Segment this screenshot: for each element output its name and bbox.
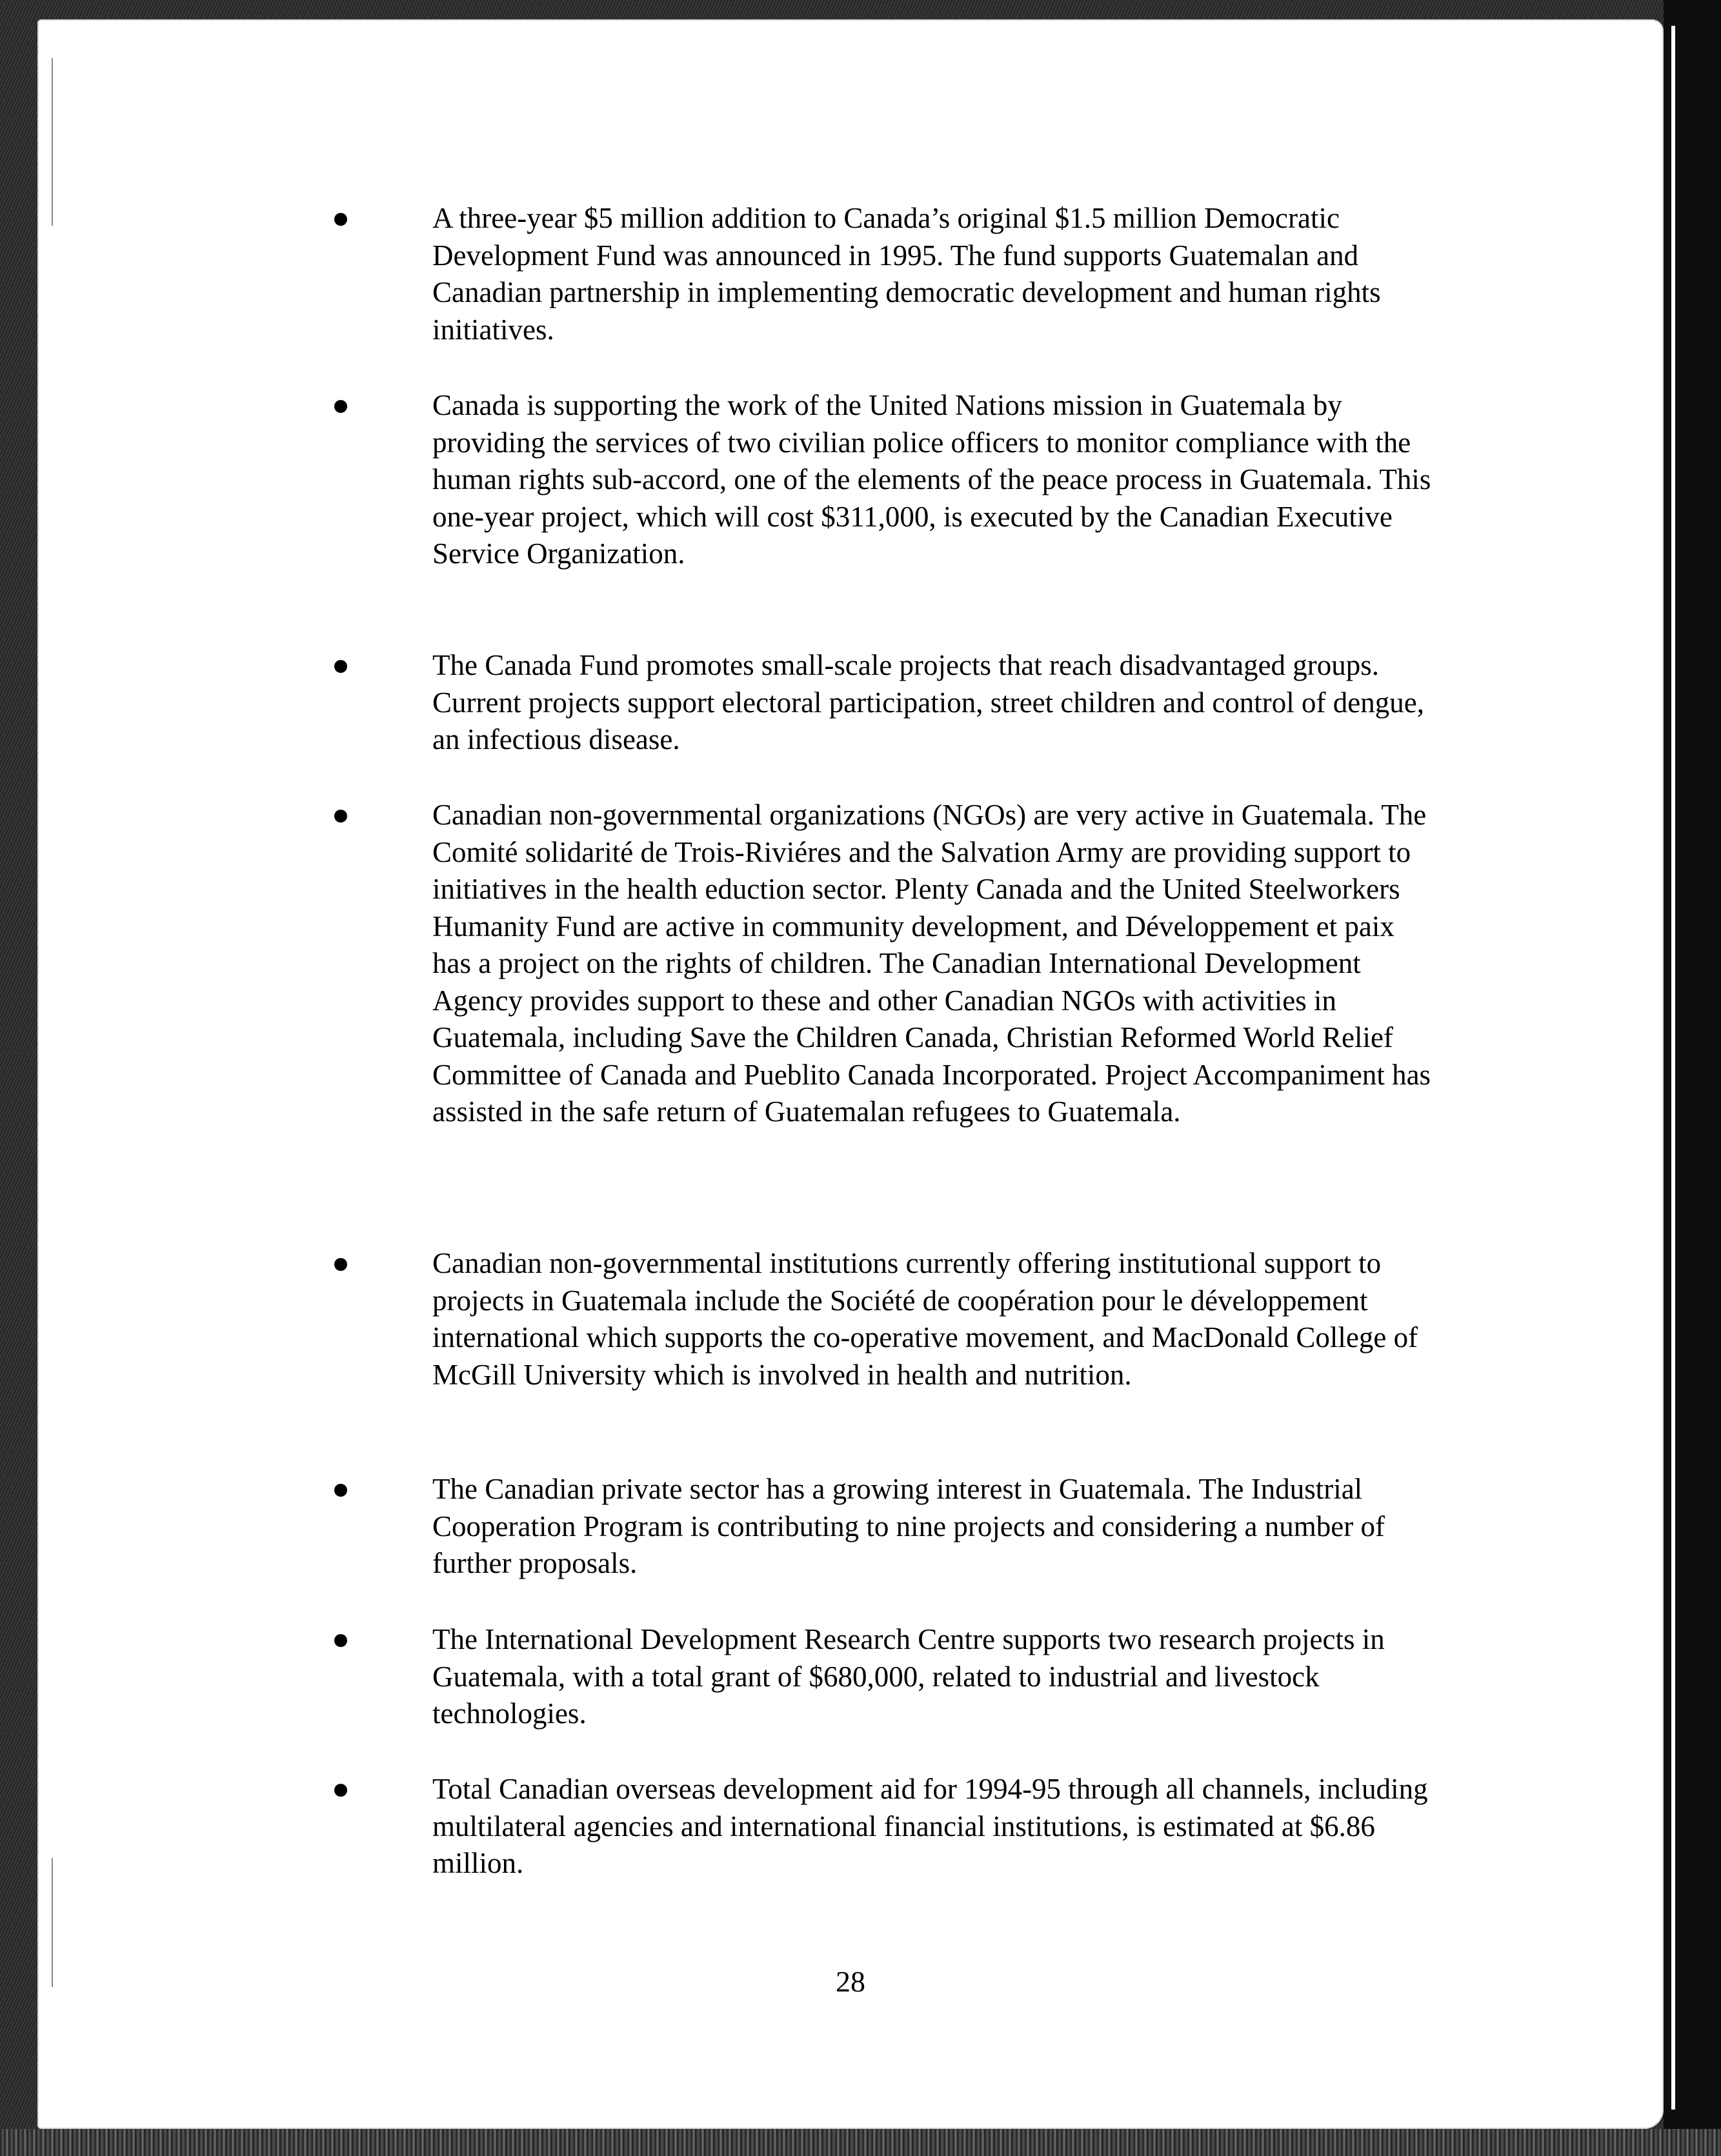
bullet-dot-icon (334, 810, 347, 823)
bullet-dot-icon (334, 1484, 347, 1497)
bullet-dot-icon (334, 1258, 347, 1271)
binding-mark-top (52, 58, 53, 226)
bullet-dot-icon (334, 213, 347, 226)
scan-edge-rule (1671, 26, 1675, 2110)
bullet-dot-icon (334, 660, 347, 673)
document-page (37, 19, 1664, 2129)
bullet-dot-icon (334, 1784, 347, 1797)
bullet-text-6: The Canadian private sector has a growing interest in Guatemala. The Industrial Cooperation Program is contributing to nine projects and considering a number of further proposals. (432, 1473, 1385, 1579)
scan-bottom-edge (0, 2129, 1721, 2156)
bullet-text-3: The Canada Fund promotes small-scale projects that reach disadvantaged groups. Current projects support electoral participation, street children and control of dengue, an infectious disease. (432, 649, 1424, 755)
bullet-text-8: Total Canadian overseas development aid for 1994-95 through all channels, including multilateral agencies and international financial institutions, is estimated at $6.86 million. (432, 1773, 1428, 1879)
bullet-text-5: Canadian non-governmental institutions currently offering institutional support to projects in Guatemala include the Société de coopération pour le développement international which supports the co-operative movement, and MacDonald College of McGill University which is involved in health and nutrition. (432, 1247, 1418, 1391)
bullet-dot-icon (334, 400, 347, 413)
bullet-dot-icon (334, 1634, 347, 1647)
scan-right-edge (1664, 0, 1721, 2156)
page-number: 28 (836, 1965, 865, 1998)
bullet-text-7: The International Development Research Centre supports two research projects in Guatemala, with a total grant of $680,000, related to industrial and livestock technologies. (432, 1623, 1385, 1730)
bullet-text-1: A three-year $5 million addition to Canada’s original $1.5 million Democratic Development Fund was announced in 1995. The fund supports Guatemalan and Canadian partnership in implementing democratic development and human rights initiatives. (432, 202, 1381, 346)
bullet-text-4: Canadian non-governmental organizations (NGOs) are very active in Guatemala. The Comité solidarité de Trois-Riviéres and the Salvation Army are providing support to initiatives in the health eduction sector. Plenty Canada and the United Steelworkers Humanity Fund are active in community development, and Développement et paix has a project on the rights of children. The Canadian International Development Agency provides support to these and other Canadian NGOs with activities in Guatemala, including Save the Children Canada, Christian Reformed World Relief Committee of Canada and Pueblito Canada Incorporated. Project Accompaniment has assisted in the safe return of Guatemalan refugees to Guatemala. (432, 799, 1431, 1128)
bullet-text-2: Canada is supporting the work of the United Nations mission in Guatemala by providing the services of two civilian police officers to monitor compliance with the human rights sub-accord, one of the elements of the peace process in Guatemala. This one-year project, which will cost $311,000, is executed by the Canadian Executive Service Organization. (432, 389, 1431, 570)
